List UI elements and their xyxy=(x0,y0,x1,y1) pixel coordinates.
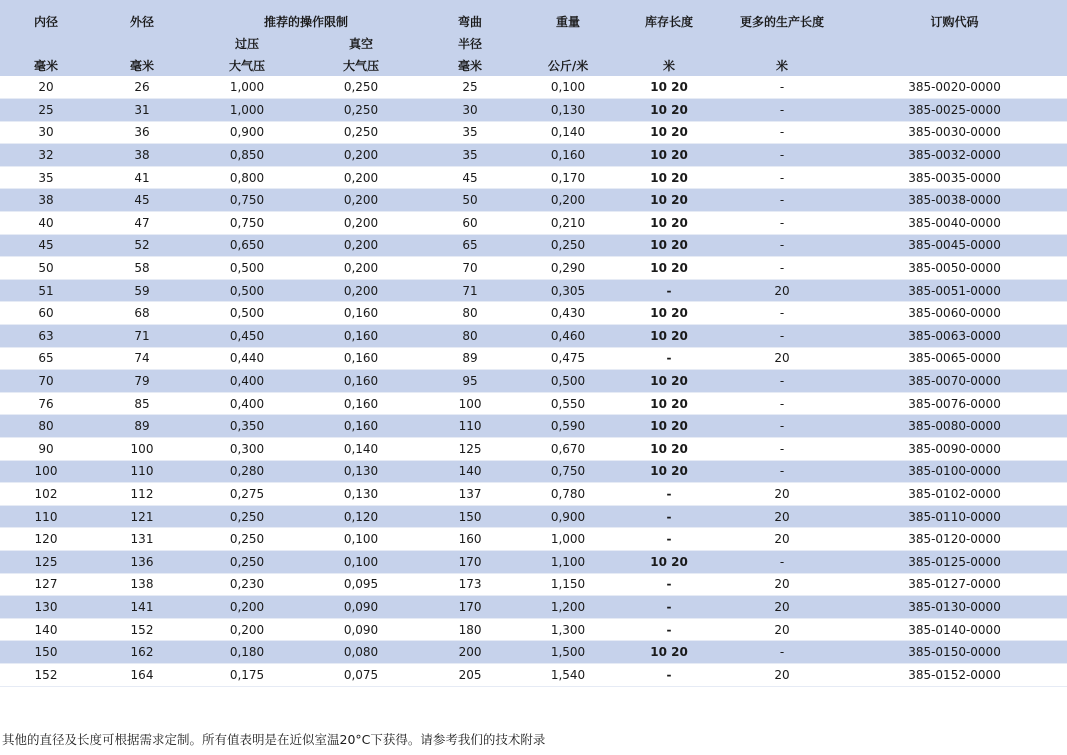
cell-weight: 0,900 xyxy=(520,505,616,528)
cell-more-lengths: - xyxy=(722,76,842,99)
cell-inner-diameter: 32 xyxy=(0,144,92,167)
cell-bend-radius: 80 xyxy=(420,302,520,325)
cell-outer-diameter: 79 xyxy=(92,370,192,393)
cell-stock-length: 10 20 xyxy=(616,212,722,235)
cell-outer-diameter: 52 xyxy=(92,234,192,257)
header-row-titles xyxy=(0,0,1067,32)
cell-vacuum: 0,080 xyxy=(302,641,420,664)
header-bend-radius: 半径 xyxy=(420,32,520,54)
cell-inner-diameter: 51 xyxy=(0,279,92,302)
header-more-lengths: 更多的生产长度 xyxy=(722,0,842,32)
cell-order-code: 385-0035-0000 xyxy=(842,166,1067,189)
cell-bend-radius: 65 xyxy=(420,234,520,257)
cell-stock-length: 10 20 xyxy=(616,302,722,325)
cell-stock-length: - xyxy=(616,618,722,641)
table-row xyxy=(0,438,1067,461)
table-row xyxy=(0,212,1067,235)
cell-bend-radius: 35 xyxy=(420,121,520,144)
cell-weight: 0,210 xyxy=(520,212,616,235)
cell-weight: 0,550 xyxy=(520,392,616,415)
cell-bend-radius: 70 xyxy=(420,257,520,280)
header-stock-length: 库存长度 xyxy=(616,0,722,32)
table-row xyxy=(0,347,1067,370)
cell-stock-length: - xyxy=(616,663,722,686)
cell-vacuum: 0,090 xyxy=(302,618,420,641)
table-row xyxy=(0,279,1067,302)
cell-order-code: 385-0100-0000 xyxy=(842,460,1067,483)
header-row-units xyxy=(0,54,1067,76)
cell-outer-diameter: 162 xyxy=(92,641,192,664)
cell-stock-length: 10 20 xyxy=(616,438,722,461)
cell-bend-radius: 200 xyxy=(420,641,520,664)
table-row xyxy=(0,99,1067,122)
cell-weight: 1,100 xyxy=(520,550,616,573)
cell-stock-length: 10 20 xyxy=(616,641,722,664)
cell-inner-diameter: 40 xyxy=(0,212,92,235)
cell-overpressure: 0,800 xyxy=(192,166,302,189)
header-overpressure: 过压 xyxy=(192,32,302,54)
cell-vacuum: 0,200 xyxy=(302,166,420,189)
cell-inner-diameter: 100 xyxy=(0,460,92,483)
cell-stock-length: - xyxy=(616,505,722,528)
cell-vacuum: 0,250 xyxy=(302,99,420,122)
cell-inner-diameter: 102 xyxy=(0,483,92,506)
cell-weight: 0,590 xyxy=(520,415,616,438)
cell-overpressure: 0,280 xyxy=(192,460,302,483)
header-operating-limits: 推荐的操作限制 xyxy=(192,0,420,32)
cell-vacuum: 0,160 xyxy=(302,370,420,393)
cell-weight: 0,305 xyxy=(520,279,616,302)
unit-vacuum: 大气压 xyxy=(302,54,420,76)
cell-weight: 1,300 xyxy=(520,618,616,641)
table-row xyxy=(0,596,1067,619)
unit-inner-diameter: 毫米 xyxy=(0,54,92,76)
cell-vacuum: 0,160 xyxy=(302,392,420,415)
unit-outer-diameter: 毫米 xyxy=(92,54,192,76)
cell-stock-length: - xyxy=(616,596,722,619)
cell-bend-radius: 140 xyxy=(420,460,520,483)
cell-more-lengths: - xyxy=(722,121,842,144)
cell-bend-radius: 80 xyxy=(420,325,520,348)
cell-more-lengths: - xyxy=(722,438,842,461)
cell-outer-diameter: 26 xyxy=(92,76,192,99)
cell-bend-radius: 150 xyxy=(420,505,520,528)
cell-order-code: 385-0050-0000 xyxy=(842,257,1067,280)
cell-order-code: 385-0130-0000 xyxy=(842,596,1067,619)
cell-weight: 1,150 xyxy=(520,573,616,596)
unit-overpressure: 大气压 xyxy=(192,54,302,76)
cell-outer-diameter: 138 xyxy=(92,573,192,596)
cell-outer-diameter: 45 xyxy=(92,189,192,212)
cell-bend-radius: 100 xyxy=(420,392,520,415)
header-vacuum: 真空 xyxy=(302,32,420,54)
cell-weight: 0,750 xyxy=(520,460,616,483)
table-row xyxy=(0,121,1067,144)
cell-overpressure: 0,300 xyxy=(192,438,302,461)
cell-bend-radius: 60 xyxy=(420,212,520,235)
cell-weight: 0,130 xyxy=(520,99,616,122)
table-row xyxy=(0,505,1067,528)
cell-stock-length: 10 20 xyxy=(616,325,722,348)
cell-order-code: 385-0051-0000 xyxy=(842,279,1067,302)
cell-order-code: 385-0040-0000 xyxy=(842,212,1067,235)
cell-bend-radius: 170 xyxy=(420,596,520,619)
cell-more-lengths: - xyxy=(722,325,842,348)
cell-stock-length: 10 20 xyxy=(616,121,722,144)
cell-outer-diameter: 100 xyxy=(92,438,192,461)
cell-overpressure: 0,275 xyxy=(192,483,302,506)
cell-vacuum: 0,095 xyxy=(302,573,420,596)
cell-weight: 0,500 xyxy=(520,370,616,393)
cell-more-lengths: - xyxy=(722,166,842,189)
table-row xyxy=(0,189,1067,212)
cell-inner-diameter: 150 xyxy=(0,641,92,664)
cell-outer-diameter: 141 xyxy=(92,596,192,619)
cell-order-code: 385-0025-0000 xyxy=(842,99,1067,122)
cell-more-lengths: 20 xyxy=(722,663,842,686)
cell-overpressure: 0,900 xyxy=(192,121,302,144)
cell-more-lengths: - xyxy=(722,550,842,573)
cell-stock-length: 10 20 xyxy=(616,460,722,483)
cell-overpressure: 0,750 xyxy=(192,189,302,212)
cell-outer-diameter: 68 xyxy=(92,302,192,325)
cell-overpressure: 0,400 xyxy=(192,370,302,393)
cell-stock-length: - xyxy=(616,528,722,551)
cell-outer-diameter: 58 xyxy=(92,257,192,280)
cell-stock-length: - xyxy=(616,573,722,596)
cell-outer-diameter: 152 xyxy=(92,618,192,641)
cell-order-code: 385-0032-0000 xyxy=(842,144,1067,167)
cell-bend-radius: 110 xyxy=(420,415,520,438)
cell-inner-diameter: 110 xyxy=(0,505,92,528)
table-row xyxy=(0,166,1067,189)
header-bend: 弯曲 xyxy=(420,0,520,32)
table-row xyxy=(0,550,1067,573)
table-row xyxy=(0,528,1067,551)
cell-outer-diameter: 47 xyxy=(92,212,192,235)
header-inner-diameter: 内径 xyxy=(0,0,92,32)
cell-bend-radius: 125 xyxy=(420,438,520,461)
cell-inner-diameter: 140 xyxy=(0,618,92,641)
cell-outer-diameter: 41 xyxy=(92,166,192,189)
cell-inner-diameter: 80 xyxy=(0,415,92,438)
cell-outer-diameter: 89 xyxy=(92,415,192,438)
cell-weight: 0,250 xyxy=(520,234,616,257)
cell-vacuum: 0,200 xyxy=(302,189,420,212)
cell-vacuum: 0,250 xyxy=(302,121,420,144)
cell-overpressure: 0,450 xyxy=(192,325,302,348)
unit-stock-length: 米 xyxy=(616,54,722,76)
cell-weight: 0,160 xyxy=(520,144,616,167)
cell-order-code: 385-0060-0000 xyxy=(842,302,1067,325)
cell-order-code: 385-0090-0000 xyxy=(842,438,1067,461)
cell-overpressure: 0,500 xyxy=(192,279,302,302)
cell-weight: 0,100 xyxy=(520,76,616,99)
cell-weight: 1,200 xyxy=(520,596,616,619)
unit-bend-radius: 毫米 xyxy=(420,54,520,76)
table-body xyxy=(0,76,1067,686)
header-row-sub xyxy=(0,32,1067,54)
table-row xyxy=(0,392,1067,415)
cell-bend-radius: 71 xyxy=(420,279,520,302)
cell-weight: 0,290 xyxy=(520,257,616,280)
cell-vacuum: 0,120 xyxy=(302,505,420,528)
cell-order-code: 385-0120-0000 xyxy=(842,528,1067,551)
cell-vacuum: 0,200 xyxy=(302,212,420,235)
cell-more-lengths: - xyxy=(722,302,842,325)
cell-bend-radius: 89 xyxy=(420,347,520,370)
cell-order-code: 385-0080-0000 xyxy=(842,415,1067,438)
cell-bend-radius: 180 xyxy=(420,618,520,641)
cell-weight: 0,200 xyxy=(520,189,616,212)
table-row xyxy=(0,234,1067,257)
cell-outer-diameter: 59 xyxy=(92,279,192,302)
cell-inner-diameter: 125 xyxy=(0,550,92,573)
cell-inner-diameter: 65 xyxy=(0,347,92,370)
cell-vacuum: 0,200 xyxy=(302,279,420,302)
cell-overpressure: 0,650 xyxy=(192,234,302,257)
cell-vacuum: 0,140 xyxy=(302,438,420,461)
cell-overpressure: 0,350 xyxy=(192,415,302,438)
cell-overpressure: 0,250 xyxy=(192,528,302,551)
cell-stock-length: - xyxy=(616,347,722,370)
cell-outer-diameter: 121 xyxy=(92,505,192,528)
cell-inner-diameter: 127 xyxy=(0,573,92,596)
cell-stock-length: 10 20 xyxy=(616,370,722,393)
cell-order-code: 385-0063-0000 xyxy=(842,325,1067,348)
cell-outer-diameter: 136 xyxy=(92,550,192,573)
cell-inner-diameter: 25 xyxy=(0,99,92,122)
cell-vacuum: 0,130 xyxy=(302,483,420,506)
table-row xyxy=(0,618,1067,641)
cell-inner-diameter: 130 xyxy=(0,596,92,619)
cell-overpressure: 0,250 xyxy=(192,505,302,528)
cell-overpressure: 0,175 xyxy=(192,663,302,686)
unit-weight: 公斤/米 xyxy=(520,54,616,76)
cell-outer-diameter: 112 xyxy=(92,483,192,506)
cell-more-lengths: - xyxy=(722,392,842,415)
cell-vacuum: 0,160 xyxy=(302,325,420,348)
cell-order-code: 385-0070-0000 xyxy=(842,370,1067,393)
cell-inner-diameter: 70 xyxy=(0,370,92,393)
cell-bend-radius: 35 xyxy=(420,144,520,167)
cell-weight: 0,780 xyxy=(520,483,616,506)
cell-overpressure: 0,500 xyxy=(192,257,302,280)
cell-stock-length: 10 20 xyxy=(616,550,722,573)
cell-vacuum: 0,090 xyxy=(302,596,420,619)
cell-overpressure: 0,400 xyxy=(192,392,302,415)
table-row xyxy=(0,144,1067,167)
table-row xyxy=(0,325,1067,348)
cell-more-lengths: - xyxy=(722,234,842,257)
cell-overpressure: 0,850 xyxy=(192,144,302,167)
cell-overpressure: 0,200 xyxy=(192,618,302,641)
cell-inner-diameter: 60 xyxy=(0,302,92,325)
cell-outer-diameter: 74 xyxy=(92,347,192,370)
cell-overpressure: 0,180 xyxy=(192,641,302,664)
cell-order-code: 385-0152-0000 xyxy=(842,663,1067,686)
cell-order-code: 385-0020-0000 xyxy=(842,76,1067,99)
cell-weight: 1,500 xyxy=(520,641,616,664)
cell-vacuum: 0,200 xyxy=(302,234,420,257)
cell-outer-diameter: 131 xyxy=(92,528,192,551)
cell-order-code: 385-0076-0000 xyxy=(842,392,1067,415)
cell-weight: 0,170 xyxy=(520,166,616,189)
cell-vacuum: 0,160 xyxy=(302,415,420,438)
cell-inner-diameter: 90 xyxy=(0,438,92,461)
cell-inner-diameter: 76 xyxy=(0,392,92,415)
cell-more-lengths: 20 xyxy=(722,483,842,506)
cell-stock-length: 10 20 xyxy=(616,99,722,122)
cell-vacuum: 0,160 xyxy=(302,347,420,370)
cell-more-lengths: - xyxy=(722,212,842,235)
cell-order-code: 385-0045-0000 xyxy=(842,234,1067,257)
header-weight: 重量 xyxy=(520,0,616,32)
cell-overpressure: 0,500 xyxy=(192,302,302,325)
cell-more-lengths: 20 xyxy=(722,596,842,619)
cell-vacuum: 0,160 xyxy=(302,302,420,325)
cell-order-code: 385-0110-0000 xyxy=(842,505,1067,528)
cell-more-lengths: 20 xyxy=(722,573,842,596)
cell-stock-length: - xyxy=(616,279,722,302)
header-order-code: 订购代码 xyxy=(842,0,1067,32)
cell-vacuum: 0,200 xyxy=(302,144,420,167)
cell-bend-radius: 137 xyxy=(420,483,520,506)
cell-weight: 0,460 xyxy=(520,325,616,348)
cell-outer-diameter: 71 xyxy=(92,325,192,348)
cell-stock-length: 10 20 xyxy=(616,234,722,257)
cell-more-lengths: - xyxy=(722,99,842,122)
cell-overpressure: 0,440 xyxy=(192,347,302,370)
header-outer-diameter: 外径 xyxy=(92,0,192,32)
cell-bend-radius: 50 xyxy=(420,189,520,212)
cell-order-code: 385-0102-0000 xyxy=(842,483,1067,506)
cell-more-lengths: 20 xyxy=(722,505,842,528)
cell-order-code: 385-0038-0000 xyxy=(842,189,1067,212)
cell-stock-length: 10 20 xyxy=(616,415,722,438)
cell-more-lengths: 20 xyxy=(722,528,842,551)
cell-order-code: 385-0150-0000 xyxy=(842,641,1067,664)
cell-inner-diameter: 45 xyxy=(0,234,92,257)
cell-stock-length: 10 20 xyxy=(616,257,722,280)
cell-bend-radius: 30 xyxy=(420,99,520,122)
cell-inner-diameter: 30 xyxy=(0,121,92,144)
cell-order-code: 385-0030-0000 xyxy=(842,121,1067,144)
cell-vacuum: 0,075 xyxy=(302,663,420,686)
cell-overpressure: 0,750 xyxy=(192,212,302,235)
table-row xyxy=(0,483,1067,506)
cell-stock-length: 10 20 xyxy=(616,392,722,415)
cell-inner-diameter: 152 xyxy=(0,663,92,686)
cell-outer-diameter: 36 xyxy=(92,121,192,144)
cell-overpressure: 0,250 xyxy=(192,550,302,573)
cell-bend-radius: 173 xyxy=(420,573,520,596)
unit-more-lengths: 米 xyxy=(722,54,842,76)
unit-order-code xyxy=(842,54,1067,76)
cell-bend-radius: 45 xyxy=(420,166,520,189)
cell-overpressure: 1,000 xyxy=(192,99,302,122)
table-row xyxy=(0,302,1067,325)
cell-weight: 0,475 xyxy=(520,347,616,370)
cell-more-lengths: - xyxy=(722,144,842,167)
cell-outer-diameter: 31 xyxy=(92,99,192,122)
cell-outer-diameter: 38 xyxy=(92,144,192,167)
cell-inner-diameter: 20 xyxy=(0,76,92,99)
cell-more-lengths: - xyxy=(722,641,842,664)
cell-inner-diameter: 38 xyxy=(0,189,92,212)
table-row xyxy=(0,573,1067,596)
cell-outer-diameter: 85 xyxy=(92,392,192,415)
cell-weight: 0,670 xyxy=(520,438,616,461)
cell-order-code: 385-0125-0000 xyxy=(842,550,1067,573)
cell-weight: 1,540 xyxy=(520,663,616,686)
cell-bend-radius: 205 xyxy=(420,663,520,686)
cell-bend-radius: 25 xyxy=(420,76,520,99)
cell-stock-length: 10 20 xyxy=(616,166,722,189)
table-row xyxy=(0,663,1067,686)
cell-overpressure: 0,200 xyxy=(192,596,302,619)
table-row xyxy=(0,641,1067,664)
cell-stock-length: 10 20 xyxy=(616,144,722,167)
cell-more-lengths: - xyxy=(722,189,842,212)
table-row xyxy=(0,370,1067,393)
cell-outer-diameter: 164 xyxy=(92,663,192,686)
footnote: 其他的直径及长度可根据需求定制。所有值表明是在近似室温20°C下获得。请参考我们的技术附录 xyxy=(2,732,546,747)
cell-more-lengths: - xyxy=(722,460,842,483)
cell-overpressure: 0,230 xyxy=(192,573,302,596)
cell-bend-radius: 95 xyxy=(420,370,520,393)
cell-bend-radius: 160 xyxy=(420,528,520,551)
cell-more-lengths: - xyxy=(722,415,842,438)
cell-overpressure: 1,000 xyxy=(192,76,302,99)
cell-inner-diameter: 35 xyxy=(0,166,92,189)
cell-weight: 0,140 xyxy=(520,121,616,144)
table-row xyxy=(0,415,1067,438)
cell-bend-radius: 170 xyxy=(420,550,520,573)
cell-more-lengths: - xyxy=(722,257,842,280)
cell-stock-length: - xyxy=(616,483,722,506)
cell-more-lengths: 20 xyxy=(722,618,842,641)
cell-vacuum: 0,250 xyxy=(302,76,420,99)
cell-inner-diameter: 63 xyxy=(0,325,92,348)
cell-vacuum: 0,100 xyxy=(302,528,420,551)
cell-order-code: 385-0140-0000 xyxy=(842,618,1067,641)
cell-more-lengths: - xyxy=(722,370,842,393)
cell-inner-diameter: 50 xyxy=(0,257,92,280)
cell-stock-length: 10 20 xyxy=(616,189,722,212)
cell-stock-length: 10 20 xyxy=(616,76,722,99)
cell-order-code: 385-0127-0000 xyxy=(842,573,1067,596)
cell-vacuum: 0,100 xyxy=(302,550,420,573)
cell-vacuum: 0,130 xyxy=(302,460,420,483)
table-row xyxy=(0,76,1067,99)
cell-outer-diameter: 110 xyxy=(92,460,192,483)
cell-more-lengths: 20 xyxy=(722,347,842,370)
table-row xyxy=(0,460,1067,483)
cell-vacuum: 0,200 xyxy=(302,257,420,280)
cell-order-code: 385-0065-0000 xyxy=(842,347,1067,370)
cell-weight: 0,430 xyxy=(520,302,616,325)
table-row xyxy=(0,257,1067,280)
cell-inner-diameter: 120 xyxy=(0,528,92,551)
cell-weight: 1,000 xyxy=(520,528,616,551)
cell-more-lengths: 20 xyxy=(722,279,842,302)
